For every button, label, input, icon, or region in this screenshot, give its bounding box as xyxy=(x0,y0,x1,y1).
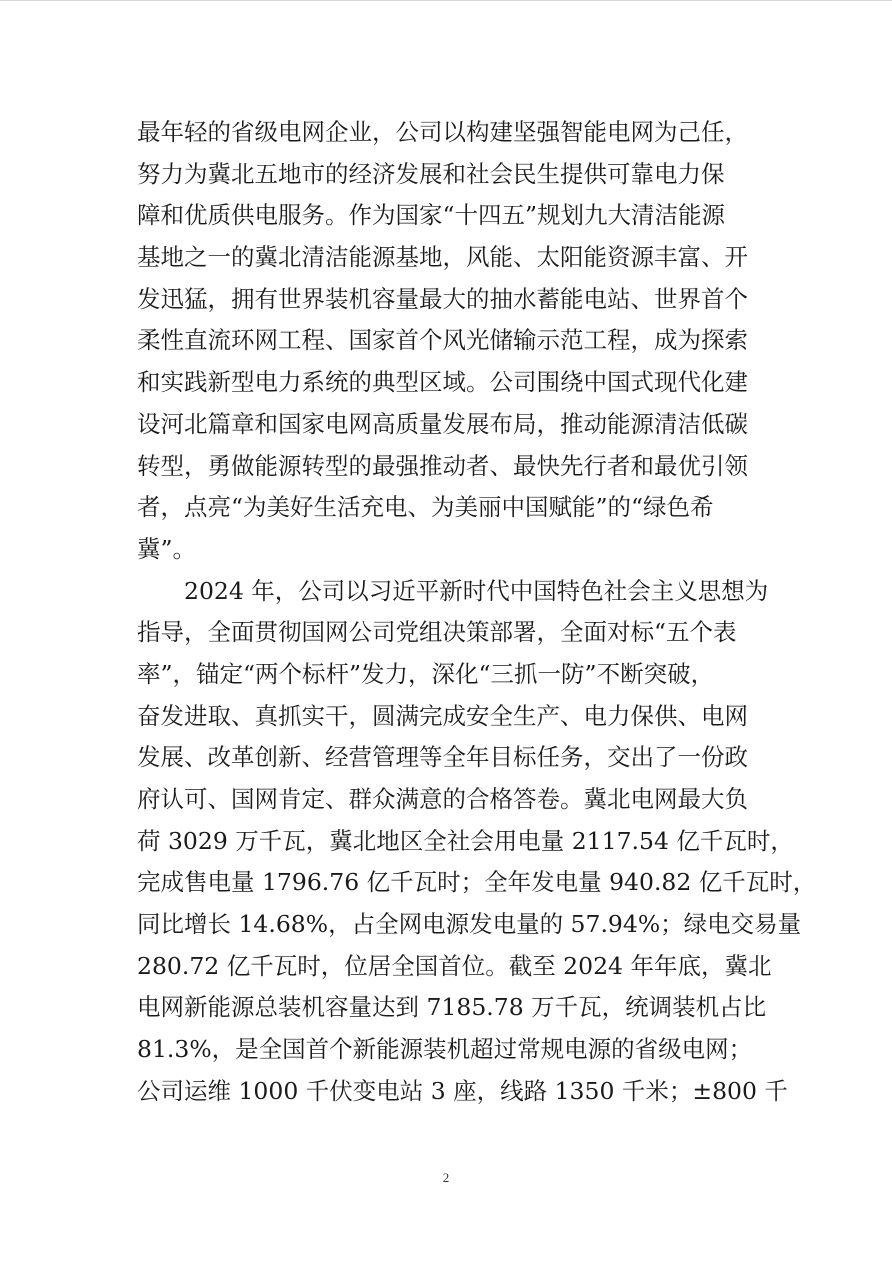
text-line-16: 发展、改革创新、经营管理等全年目标任务，交出了一份政 xyxy=(137,743,748,772)
text-line-9: 转型，勇做能源转型的最强推动者、最快先行者和最优引领 xyxy=(137,451,748,480)
text-line-15: 奋发进取、真抓实干，圆满完成安全生产、电力保供、电网 xyxy=(137,701,748,730)
text-line-10: 者，点亮“为美好生活充电、为美丽中国赋能”的“绿色希 xyxy=(137,493,714,522)
body-text xyxy=(137,112,817,1113)
text-line-7: 和实践新型电力系统的典型区域。公司围绕中国式现代化建 xyxy=(137,368,748,397)
text-line-8: 设河北篇章和国家电网高质量发展布局，推动能源清洁低碳 xyxy=(137,409,748,438)
text-line-4: 基地之一的冀北清洁能源基地，风能、太阳能资源丰富、开 xyxy=(137,243,748,272)
text-line-21: 280.72 亿千瓦时，位居全国首位。截至 2024 年年底，冀北 xyxy=(137,951,772,980)
text-line-17: 府认可、国网肯定、群众满意的合格答卷。冀北电网最大负 xyxy=(137,785,748,813)
text-line-5: 发迅猛，拥有世界装机容量最大的抽水蓄能电站、世界首个 xyxy=(137,284,748,313)
text-line-3: 障和优质供电服务。作为国家“十四五”规划九大清洁能源 xyxy=(137,201,726,230)
text-line-13: 指导，全面贯彻国网公司党组决策部署，全面对标“五个表 xyxy=(137,618,737,647)
text-line-22: 电网新能源总装机容量达到 7185.78 万千瓦，统调装机占比 xyxy=(137,993,767,1022)
text-line-14: 率”，锚定“两个标杆”发力，深化“三抓一防”不断突破， xyxy=(137,659,715,688)
text-line-19: 完成售电量 1796.76 亿千瓦时；全年发电量 940.82 亿千瓦时， xyxy=(137,868,817,897)
paragraph-2-first-line: 2024 年，公司以习近平新时代中国特色社会主义思想为 xyxy=(184,576,769,605)
text-line-6: 柔性直流环网工程、国家首个风光储输示范工程，成为探索 xyxy=(137,326,748,355)
text-line-11: 冀”。 xyxy=(137,534,197,563)
text-line-24: 公司运维 1000 千伏变电站 3 座，线路 1350 千米；±800 千 xyxy=(137,1076,788,1105)
text-line-18: 荷 3029 万千瓦，冀北地区全社会用电量 2117.54 亿千瓦时， xyxy=(137,826,794,855)
text-line-20: 同比增长 14.68%，占全网电源发电量的 57.94%；绿电交易量 xyxy=(137,910,802,939)
top-edge-line xyxy=(0,0,892,1)
text-line-1: 最年轻的省级电网企业，公司以构建坚强智能电网为己任， xyxy=(137,118,748,146)
text-line-23: 81.3%，是全国首个新能源装机超过常规电源的省级电网； xyxy=(137,1035,753,1064)
text-line-2: 努力为冀北五地市的经济发展和社会民生提供可靠电力保 xyxy=(137,159,725,188)
page-number: 2 xyxy=(442,1170,450,1185)
